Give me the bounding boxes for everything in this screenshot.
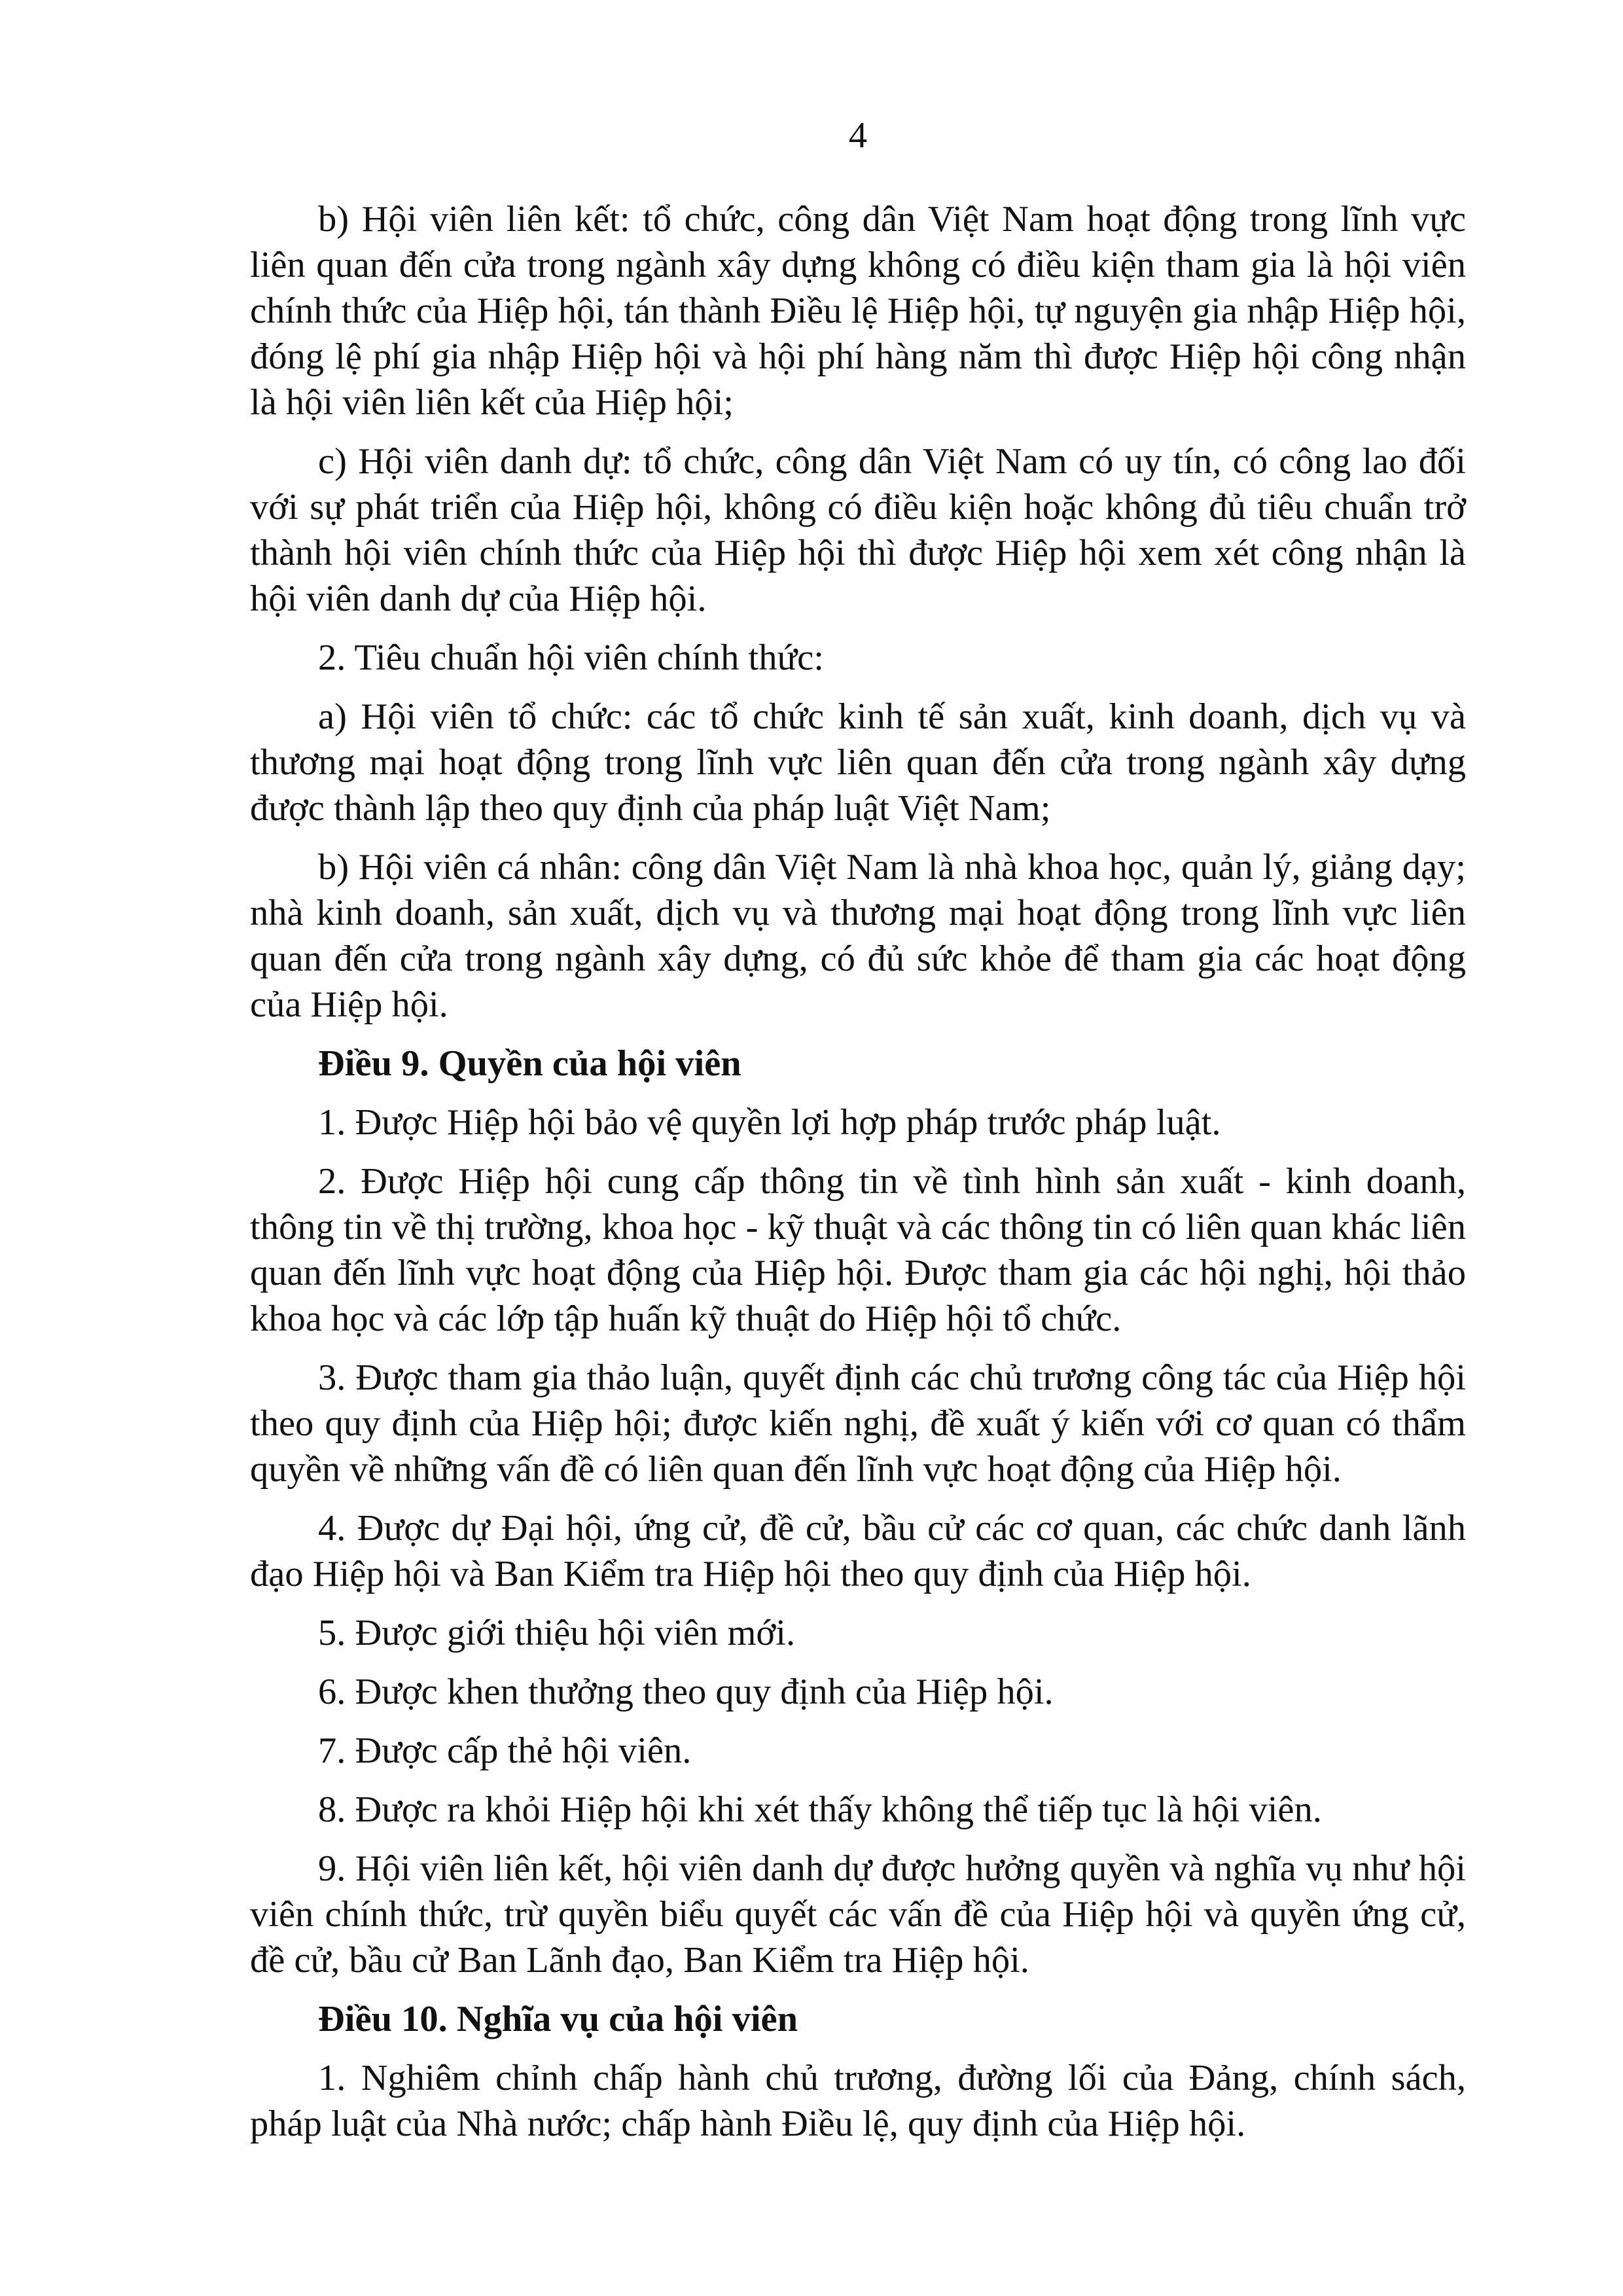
right-item-3: 3. Được tham gia thảo luận, quyết định các chủ trương công tác của Hiệp hội theo quy định của Hiệp hội; được kiến nghị, đề xuất ý kiến với cơ quan có thẩm quyền về những vấn đề có liên quan đến lĩnh vực hoạt động của Hiệp hội. <box>250 1357 1466 1490</box>
right-item-6: 6. Được khen thưởng theo quy định của Hiệp hội. <box>318 1672 1054 1712</box>
paragraph-official-member-criteria: 2. Tiêu chuẩn hội viên chính thức: <box>318 637 824 678</box>
right-item-5: 5. Được giới thiệu hội viên mới. <box>318 1613 796 1653</box>
paragraph-honorary-member: c) Hội viên danh dự: tổ chức, công dân Việt Nam có uy tín, có công lao đối với sự phát triển của Hiệp hội, không có điều kiện hoặc không đủ tiêu chuẩn trở thành hội viên chính thức của Hiệp hội thì được Hiệp hội xem xét công nhận là hội viên danh dự của Hiệp hội. <box>250 441 1466 619</box>
page-number: 4 <box>848 115 868 156</box>
paragraph-individual-member: b) Hội viên cá nhân: công dân Việt Nam là nhà khoa học, quản lý, giảng dạy; nhà kinh doanh, sản xuất, dịch vụ và thương mại hoạt động trong lĩnh vực liên quan đến cửa trong ngành xây dựng, có đủ sức khỏe để tham gia các hoạt động của Hiệp hội. <box>250 847 1466 1025</box>
right-item-2: 2. Được Hiệp hội cung cấp thông tin về tình hình sản xuất - kinh doanh, thông tin về thị trường, khoa học - kỹ thuật và các thông tin có liên quan khác liên quan đến lĩnh vực hoạt động của Hiệp hội. Được tham gia các hội nghị, hội thảo khoa học và các lớp tập huấn kỹ thuật do Hiệp hội tổ chức. <box>250 1161 1466 1339</box>
right-item-1: 1. Được Hiệp hội bảo vệ quyền lợi hợp pháp trước pháp luật. <box>318 1102 1221 1143</box>
article-10-heading: Điều 10. Nghĩa vụ của hội viên <box>318 1999 798 2039</box>
paragraph-organization-member: a) Hội viên tổ chức: các tổ chức kinh tế sản xuất, kinh doanh, dịch vụ và thương mại hoạt động trong lĩnh vực liên quan đến cửa trong ngành xây dựng được thành lập theo quy định của pháp luật Việt Nam; <box>250 696 1466 829</box>
paragraph-associate-member: b) Hội viên liên kết: tổ chức, công dân Việt Nam hoạt động trong lĩnh vực liên quan đến cửa trong ngành xây dựng không có điều kiện tham gia là hội viên chính thức của Hiệp hội, tán thành Điều lệ Hiệp hội, tự nguyện gia nhập Hiệp hội, đóng lệ phí gia nhập Hiệp hội và hội phí hàng năm thì được Hiệp hội công nhận là hội viên liên kết của Hiệp hội; <box>250 199 1466 423</box>
obligation-item-1: 1. Nghiêm chỉnh chấp hành chủ trương, đường lối của Đảng, chính sách, pháp luật của Nhà nước; chấp hành Điều lệ, quy định của Hiệp hội. <box>250 2058 1466 2144</box>
right-item-4: 4. Được dự Đại hội, ứng cử, đề cử, bầu cử các cơ quan, các chức danh lãnh đạo Hiệp hội và Ban Kiểm tra Hiệp hội theo quy định của Hiệp hội. <box>250 1508 1466 1594</box>
right-item-7: 7. Được cấp thẻ hội viên. <box>318 1731 692 1771</box>
document-body <box>250 196 1466 2160</box>
right-item-8: 8. Được ra khỏi Hiệp hội khi xét thấy không thể tiếp tục là hội viên. <box>318 1789 1322 1830</box>
article-9-heading: Điều 9. Quyền của hội viên <box>318 1043 741 1084</box>
right-item-9: 9. Hội viên liên kết, hội viên danh dự được hưởng quyền và nghĩa vụ như hội viên chính thức, trừ quyền biểu quyết các vấn đề của Hiệp hội và quyền ứng cử, đề cử, bầu cử Ban Lãnh đạo, Ban Kiểm tra Hiệp hội. <box>250 1848 1466 1981</box>
